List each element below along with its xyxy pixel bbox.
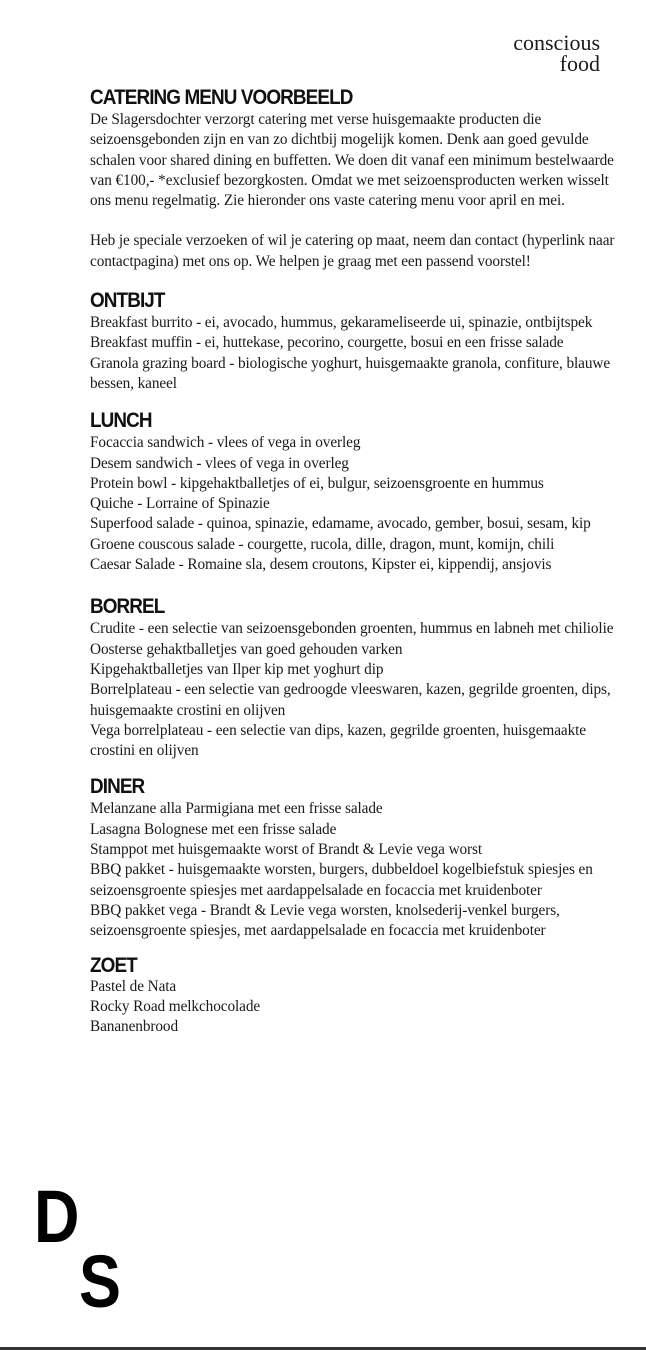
menu-item: Focaccia sandwich - vlees of vega in overleg <box>90 434 361 452</box>
menu-item: Breakfast muffin - ei, huttekase, pecorino, courgette, bosui en een frisse salade <box>90 334 564 352</box>
menu-content <box>90 86 630 1037</box>
menu-item: Breakfast burrito - ei, avocado, hummus, gekarameliseerde ui, spinazie, ontbijtspek <box>90 314 593 332</box>
menu-item: BBQ pakket - huisgemaakte worsten, burgers, dubbeldoel kogelbiefstuk spiesjes en seizoensgroente spiesjes met aardappelsalade en focaccia met kruidenboter <box>90 861 593 899</box>
menu-item: Caesar Salade - Romaine sla, desem croutons, Kipster ei, kippendij, ansjovis <box>90 556 552 574</box>
menu-item: Quiche - Lorraine of Spinazie <box>90 495 270 513</box>
section-diner <box>90 775 630 941</box>
menu-item: Kipgehaktballetjes van Ilper kip met yoghurt dip <box>90 660 384 678</box>
section-zoet <box>90 955 630 1038</box>
section-heading: DINER <box>90 775 145 799</box>
menu-item: Borrelplateau - een selectie van gedroogde vleeswaren, kazen, gegrilde groenten, dips, huisgemaakte crostini en olijven <box>90 681 611 719</box>
menu-item: Protein bowl - kipgehaktballetjes of ei, bulgur, seizoensgroente en hummus <box>90 474 544 492</box>
brand-tagline <box>513 32 600 74</box>
intro-paragraph-2: Heb je speciale verzoeken of wil je catering op maat, neem dan contact (hyperlink naar contactpagina) met ons op. We helpen je graag met een passend voorstel! <box>90 232 615 270</box>
menu-item: Superfood salade - quinoa, spinazie, edamame, avocado, gember, bosui, sesam, kip <box>90 515 591 533</box>
menu-item: Pastel de Nata <box>90 977 177 995</box>
section-heading: LUNCH <box>90 409 152 433</box>
menu-item: Desem sandwich - vlees of vega in overleg <box>90 454 349 472</box>
menu-item: Oosterse gehaktballetjes van goed gehouden varken <box>90 640 403 658</box>
brand-line-2: food <box>559 51 600 76</box>
section-heading: ZOET <box>90 953 137 977</box>
logo-letter-s: S <box>79 1240 121 1323</box>
section-heading: ONTBIJT <box>90 289 165 313</box>
menu-item: Bananenbrood <box>90 1018 179 1036</box>
logo-letter-d: D <box>34 1175 80 1258</box>
menu-item: Stamppot met huisgemaakte worst of Brandt & Levie vega worst <box>90 841 483 859</box>
section-ontbijt <box>90 289 630 394</box>
brand-line-1: conscious <box>513 30 600 55</box>
menu-item: Vega borrelplateau - een selectie van dips, kazen, gegrilde groenten, huisgemaakte crostini en olijven <box>90 721 586 760</box>
menu-item: Groene couscous salade - courgette, rucola, dille, dragon, munt, komijn, chili <box>90 535 555 553</box>
menu-item: Crudite - een selectie van seizoensgebonden groenten, hummus en labneh met chiliolie <box>90 620 614 638</box>
section-lunch <box>90 409 630 575</box>
section-heading: BORREL <box>90 595 165 619</box>
menu-item: Lasagna Bolognese met een frisse salade <box>90 820 337 838</box>
intro-paragraph-1: De Slagersdochter verzorgt catering met verse huisgemaakte producten die seizoensgebonden zijn en van zo dichtbij mogelijk komen. Denk aan goed gevulde schalen voor shared dining en buffetten. We doen dit vanaf een minimum bestelwaarde van €100,- *exclusief bezorgkosten. Omdat we met seizoensproducten werken wisselt ons menu regelmatig. Zie hieronder ons vaste catering menu voor april en mei. <box>90 111 614 210</box>
section-borrel <box>90 595 630 761</box>
page-title: CATERING MENU VOORBEELD <box>90 86 353 109</box>
menu-item: Melanzane alla Parmigiana met een frisse salade <box>90 800 383 818</box>
menu-item: Rocky Road melkchocolade <box>90 997 261 1015</box>
menu-item: BBQ pakket vega - Brandt & Levie vega worsten, knolsederij-venkel burgers, seizoensgroente spiesjes, met aardappelsalade en focaccia met kruidenboter <box>90 901 560 940</box>
menu-item: Granola grazing board - biologische yoghurt, huisgemaakte granola, confiture, blauwe bessen, kaneel <box>90 354 611 392</box>
